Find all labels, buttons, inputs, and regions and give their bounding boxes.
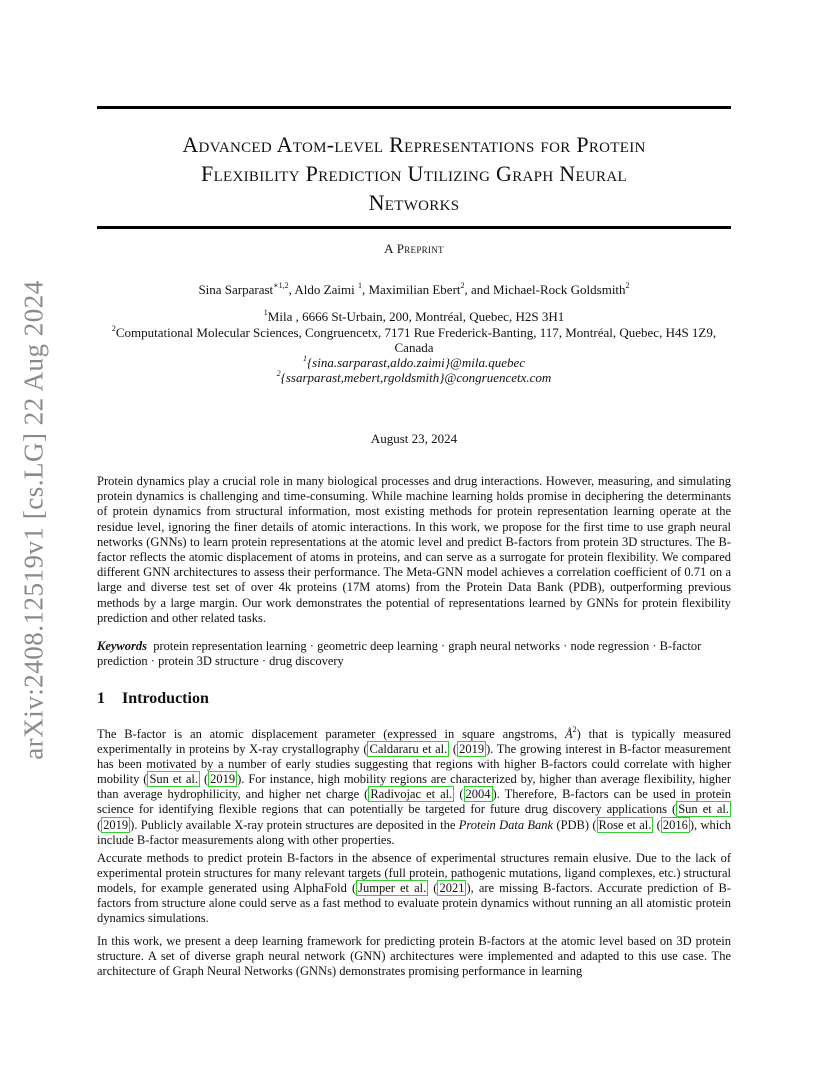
affiliation-marker: 2 xyxy=(276,368,281,378)
keywords xyxy=(97,639,731,669)
citation-year-link[interactable]: 2019 xyxy=(210,772,236,787)
title-line: Networks xyxy=(368,190,460,215)
paragraph-text: Accurate methods to predict protein B-factors in the absence of experimental structures remain elusive. Due to the lack of experimental protein structures for many relevant targets (full protein, pathogenic mutations, ligand complexes, etc.) structural models, for example generated using AlphaFold ( xyxy=(97,851,731,896)
intro-paragraph-1: The B-factor is an atomic displacement parameter (expressed in square angstroms, $Å^2$) that is typically measured experimentally in proteins by X-ray crystallography ( Caldararu et al. ( 2019 ). The growing interest in B-factor measurement has been motivated by a number of early studies suggesting that regions with higher B-factors could correlate with higher mobility ( Sun et al. ( 2019 ). For instance, high mobility regions are characterized by, higher than average flexibility, higher than average hydrophilicity, and higher net charge ( Radivojac et al. ( 2004 ). Therefore, B-factors can be used in protein science for identifying flexible regions that can potentially be targeted for future drug discovery applications ( Sun et al. ( 2019 ). Publicly available X-ray protein structures are deposited in the Protein Data Bank (PDB) ( Rose et al. ( 2016 ), which include B-factor measurements along with other properties. xyxy=(97,724,732,847)
affiliation-2 xyxy=(97,325,731,341)
paper-title xyxy=(97,130,731,217)
author-affiliation-marker: 2 xyxy=(625,280,630,290)
paragraph-text: ), are missing B-factors. Accurate prediction of B-factors from structure alone could serve as a fast method to evaluate protein dynamics without running an all atomistic protein dynamics simulations. xyxy=(97,881,731,926)
paragraph-text: (PDB) ( xyxy=(553,817,597,832)
citation-link[interactable]: Sun et al. xyxy=(678,802,729,817)
title-line: Advanced Atom-level Representations for Protein xyxy=(182,132,646,157)
title-rule-top xyxy=(97,106,731,109)
unit-exponent: 2 xyxy=(572,724,577,734)
paragraph-text: ). The growing interest in B-factor measurement has been motivated by a number of early studies suggesting that regions with higher B-factors could correlate with higher mobility ( xyxy=(97,742,731,787)
intro-paragraph-3: In this work, we present a deep learning framework for predicting protein B-factors at the atomic level based on 3D protein structure. A set of diverse graph neural network (GNN) architectures were implemented and adapted to this use case. The architecture of Graph Neural Networks (GNNs) demonstrates promising performance in learning xyxy=(97,934,731,979)
section-heading xyxy=(97,690,209,708)
paragraph-text: The B-factor is an atomic displacement parameter (expressed in square angstroms, xyxy=(97,727,565,741)
citation-link[interactable]: Caldararu et al. xyxy=(369,742,448,757)
citation-year-link[interactable]: 2021 xyxy=(439,881,465,896)
keywords-label: Keywords xyxy=(97,639,147,653)
affiliation-marker: 1 xyxy=(263,307,268,317)
citation-year-link[interactable]: 2019 xyxy=(459,742,485,757)
author-list xyxy=(97,282,731,298)
paragraph-text: ), which include B-factor measurements along with other properties. xyxy=(97,817,731,847)
preprint-label: A Preprint xyxy=(384,241,444,256)
author-name: , Aldo Zaimi xyxy=(288,282,358,297)
paragraph-text: ). Publicly available X-ray protein structures are deposited in the xyxy=(130,817,459,832)
affiliation-text: Computational Molecular Sciences, Congruencetx, 7171 Rue Frederick-Banting, 117, Montréal, Quebec, H4S 1Z9, xyxy=(115,325,717,340)
email-line-2 xyxy=(97,370,731,386)
email-text[interactable]: {sina.sarparast,aldo.zaimi}@mila.quebec xyxy=(306,355,526,370)
author-name: , Maximilian Ebert xyxy=(361,282,461,297)
author-name: Sina Sarparast xyxy=(198,282,274,297)
citation-year-link[interactable]: 2004 xyxy=(465,787,491,802)
title-rule-bottom xyxy=(97,226,731,229)
affiliation-2-country: Canada xyxy=(394,340,434,355)
section-title: Introduction xyxy=(122,690,209,707)
paragraph-text: ). For instance, high mobility regions are characterized by, higher than average flexibility, higher than average hydrophilicity, and higher net charge ( xyxy=(97,772,732,802)
keywords-list: protein representation learning · geometric deep learning · graph neural networks · node regression · B-factor prediction · protein 3D structure · drug discovery xyxy=(97,639,702,669)
unit-angstrom: Å xyxy=(565,727,573,741)
intro-paragraph-2: Accurate methods to predict protein B-factors in the absence of experimental structures remain elusive. Due to the lack of experimental protein structures for many relevant targets (full protein, pathogenic mutations, ligand complexes, etc.) structural models, for example generated using AlphaFold ( Jumper et al. ( 2021 ), are missing B-factors. Accurate prediction of B-factors from structure alone could serve as a fast method to evaluate protein dynamics without running an all atomistic protein dynamics simulations. xyxy=(97,851,731,926)
paragraph-text: ) that is typically measured experimentally in proteins by X-ray crystallography ( xyxy=(97,727,731,757)
affiliation-marker: 1 xyxy=(302,353,307,363)
title-line: Flexibility Prediction Utilizing Graph Neural xyxy=(201,161,627,186)
affiliation-marker: 2 xyxy=(111,323,116,333)
email-text[interactable]: {ssarparast,mebert,rgoldsmith}@congruencetx.com xyxy=(280,370,552,385)
section-number: 1 xyxy=(97,690,105,707)
author-affiliation-marker: ∗1,2 xyxy=(273,280,289,290)
author-name: , and Michael-Rock Goldsmith xyxy=(464,282,626,297)
citation-link[interactable]: Rose et al. xyxy=(598,817,652,832)
citation-link[interactable]: Jumper et al. xyxy=(358,881,427,896)
abstract: Protein dynamics play a crucial role in many biological processes and drug interactions. However, measuring, and simulating protein dynamics is challenging and time-consuming. While machine learning holds promise in deciphering the determinants of protein dynamics from structural information, most existing methods for protein representation learning operate at the residue level, ignoring the finer details of atomic interactions. In this work, we propose for the first time to use graph neural networks (GNNs) to learn protein representations at the atomic level and predict B-factors from protein 3D structures. The B-factor reflects the atomic displacement of atoms in proteins, and can serve as a surrogate for protein flexibility. We compared different GNN architectures to assess their performance. The Meta-GNN model achieves a correlation coefficient of 0.71 on a large and diverse test set of over 4k proteins (17M atoms) from the Protein Data Bank (PDB), outperforming previous methods by a large margin. Our work demonstrates the potential of representations learned by GNNs for protein flexibility prediction and other related tasks. xyxy=(97,474,731,625)
citation-link[interactable]: Sun et al. xyxy=(149,772,198,787)
author-affiliation-marker: 2 xyxy=(460,280,465,290)
paragraph-text: ). Therefore, B-factors can be used in protein science for identifying flexible regions that can potentially be targeted for future drug discovery applications ( xyxy=(97,787,731,817)
arxiv-identifier: arXiv:2408.12519v1 [cs.LG] 22 Aug 2024 xyxy=(18,280,49,760)
citation-link[interactable]: Radivojac et al. xyxy=(370,787,453,802)
citation-year-link[interactable]: 2019 xyxy=(103,817,129,832)
publication-date: August 23, 2024 xyxy=(370,431,458,446)
citation-year-link[interactable]: 2016 xyxy=(662,817,688,832)
affiliation-text: Mila , 6666 St-Urbain, 200, Montréal, Quebec, H2S 3H1 xyxy=(267,309,565,324)
author-affiliation-marker: 1 xyxy=(357,280,362,290)
email-line-1 xyxy=(97,355,731,371)
pdb-name: Protein Data Bank xyxy=(458,817,554,832)
arxiv-identifier-stamp xyxy=(12,280,56,760)
affiliation-1 xyxy=(97,309,731,325)
